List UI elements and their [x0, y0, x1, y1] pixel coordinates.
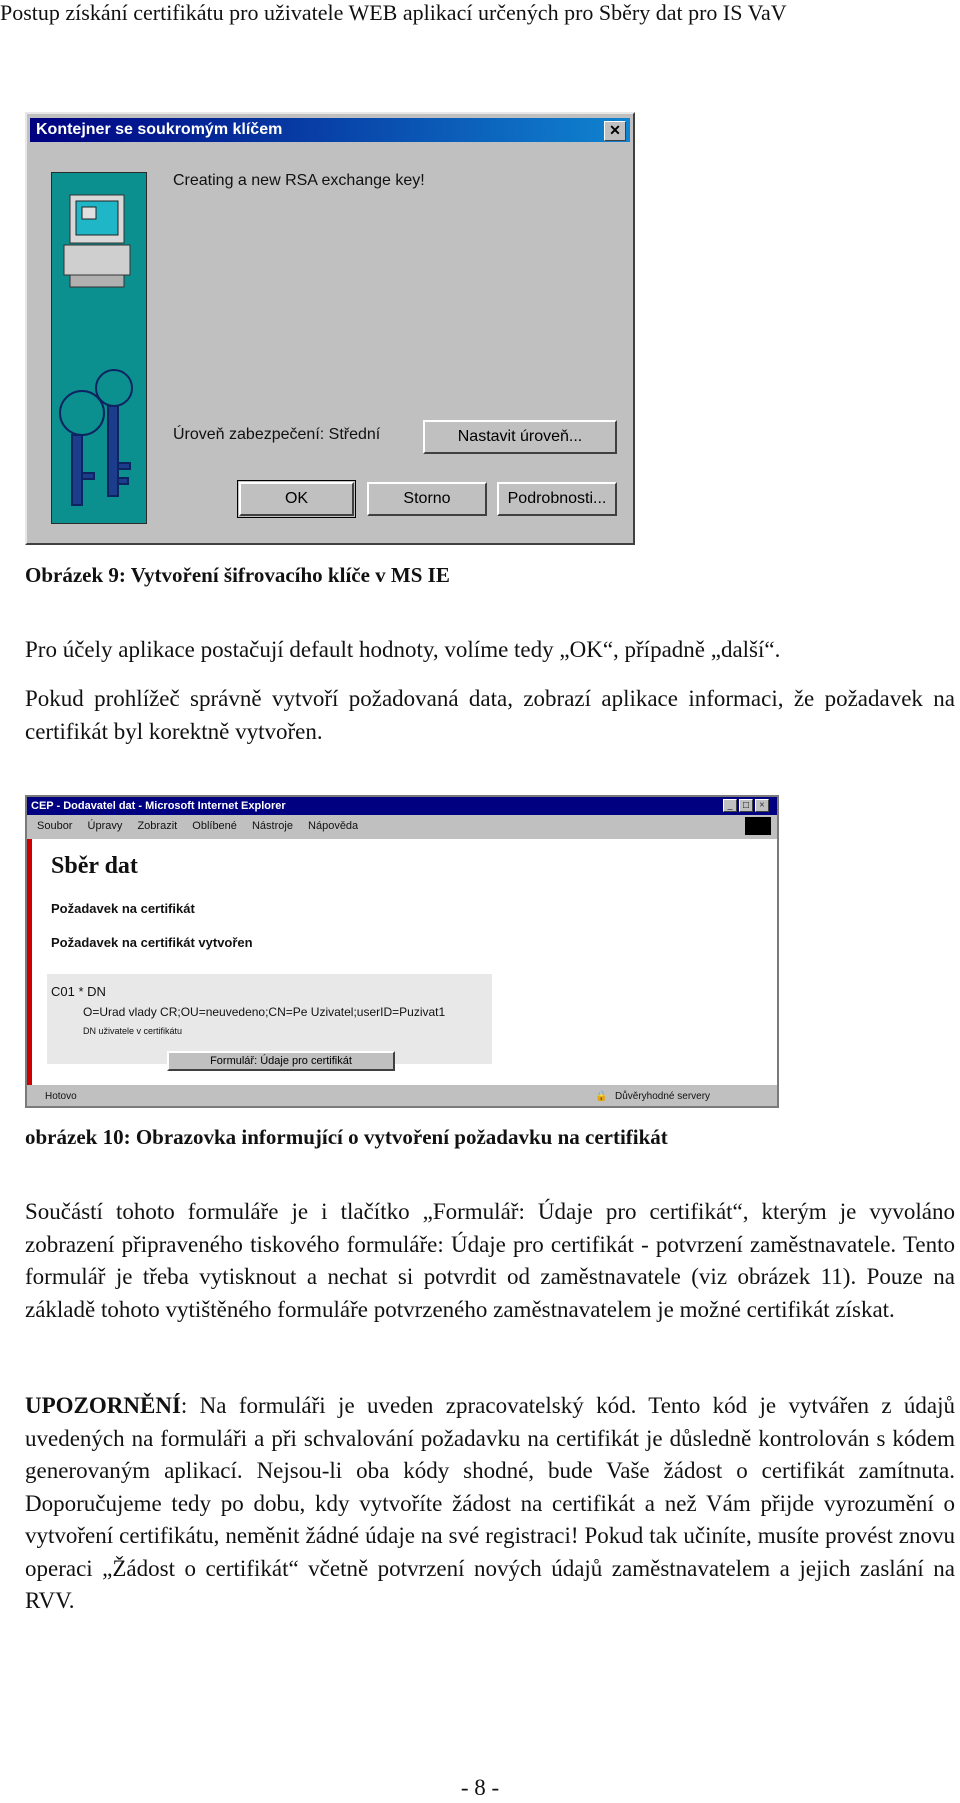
left-red-bar [27, 839, 32, 1085]
form-certificate-button[interactable]: Formulář: Údaje pro certifikát [167, 1051, 395, 1071]
menu-item-tools[interactable]: Nástroje [251, 820, 293, 832]
dialog-title: Kontejner se soukromým klíčem [36, 121, 283, 138]
warning-label: UPOZORNĚNÍ [25, 1393, 181, 1418]
ie-window-screenshot [25, 795, 779, 1108]
status-text: Hotovo [45, 1091, 77, 1102]
dn-note: DN uživatele v certifikátu [83, 1026, 183, 1036]
set-security-level-button[interactable]: Nastavit úroveň... [423, 420, 617, 454]
trusted-zone-label: Důvěryhodné servery [615, 1091, 711, 1102]
menu-item-view[interactable]: Zobrazit [137, 820, 178, 832]
menu-item-help[interactable]: Nápověda [308, 820, 359, 832]
figure-10-caption: obrázek 10: Obrazovka informující o vytvoření požadavku na certifikát [25, 1125, 668, 1149]
lock-icon: 🔒 [595, 1091, 608, 1102]
paragraph-form-button: Součástí tohoto formuláře je i tlačítko „Formulář: Údaje pro certifikát“, kterým je vyvoláno zobrazení připraveného tiskového formuláře: Údaje pro certifikát - potvrzení zaměstnavatele. Tento formulář je třeba vytisknout a nechat si potvrdit od zaměstnavatele (viz obrázek 11). Pouze na základě tohoto vytištěného formuláře potvrzeného zaměstnavatelem je možné certifikát získat. [25, 1199, 955, 1322]
computer-keys-illustration [51, 172, 147, 524]
menu-item-favorites[interactable]: Oblíbené [192, 820, 237, 832]
ie-page-content [27, 839, 777, 1085]
figure-9-caption: Obrázek 9: Vytvoření šifrovacího klíče v MS IE [25, 563, 450, 587]
paragraph-warning [25, 1390, 955, 1618]
page-number: - 8 - [460, 1775, 500, 1800]
dialog-title-bar [30, 118, 630, 142]
warning-text: : Na formuláři je uveden zpracovatelský kód. Tento kód je vytvářen z údajů uvedených na formuláři a při schvalování požadavku na certifikát je důsledně kontrolován s kódem generovaným aplikací. Nejsou-li oba kódy shodné, bude Vaše žádost o certifikát zamítnuta. Doporučujeme tedy po dobu, kdy vytvoříte žádost na certifikát a než Vám přijde vyrozumění o vytvoření certifikátu, neměnit žádné údaje na své registraci! Pokud tak učiníte, musíte provést znovu operaci „Žádost o certifikát“ včetně potvrzení nových údajů zaměstnavatelem a jejich zaslání na RVV. [25, 1393, 955, 1613]
menu-item-file[interactable]: Soubor [37, 820, 73, 832]
security-level-label: Úroveň zabezpečení: Střední [173, 426, 381, 443]
dn-value: O=Urad vlady CR;OU=neuvedeno;CN=Pe Uzivatel;userID=Puzivat1 [83, 1005, 446, 1019]
ie-logo-icon [745, 817, 771, 835]
subheading-request-created: Požadavek na certifikát vytvořen [51, 935, 253, 950]
menu-item-edit[interactable]: Úpravy [87, 820, 123, 832]
close-icon[interactable]: × [755, 799, 769, 812]
ok-button[interactable]: OK [239, 482, 354, 516]
ie-menu-bar [27, 815, 777, 837]
page-heading: Sběr dat [51, 853, 138, 879]
cancel-button[interactable]: Storno [367, 482, 487, 516]
dialog-message: Creating a new RSA exchange key! [173, 172, 425, 189]
subheading-request: Požadavek na certifikát [51, 901, 195, 916]
paragraph-request-created: Pokud prohlížeč správně vytvoří požadovaná data, zobrazí aplikace informaci, že požadavek na certifikát byl korektně vytvořen. [25, 686, 955, 744]
page-header: Postup získání certifikátu pro uživatele WEB aplikací určených pro Sběry dat pro IS VaV [0, 0, 787, 25]
paragraph-default-values: Pro účely aplikace postačují default hodnoty, volíme tedy „OK“, případně „další“. [25, 637, 781, 662]
close-icon[interactable]: ✕ [604, 121, 626, 141]
minimize-icon[interactable]: _ [723, 799, 737, 812]
details-button[interactable]: Podrobnosti... [497, 482, 617, 516]
ie-title-bar [27, 797, 777, 815]
dn-label: C01 * DN [51, 984, 106, 999]
rsa-key-dialog [25, 112, 635, 545]
maximize-icon[interactable]: □ [739, 799, 753, 812]
ie-window-title: CEP - Dodavatel dat - Microsoft Internet Explorer [31, 800, 286, 812]
ie-status-bar [27, 1087, 777, 1106]
